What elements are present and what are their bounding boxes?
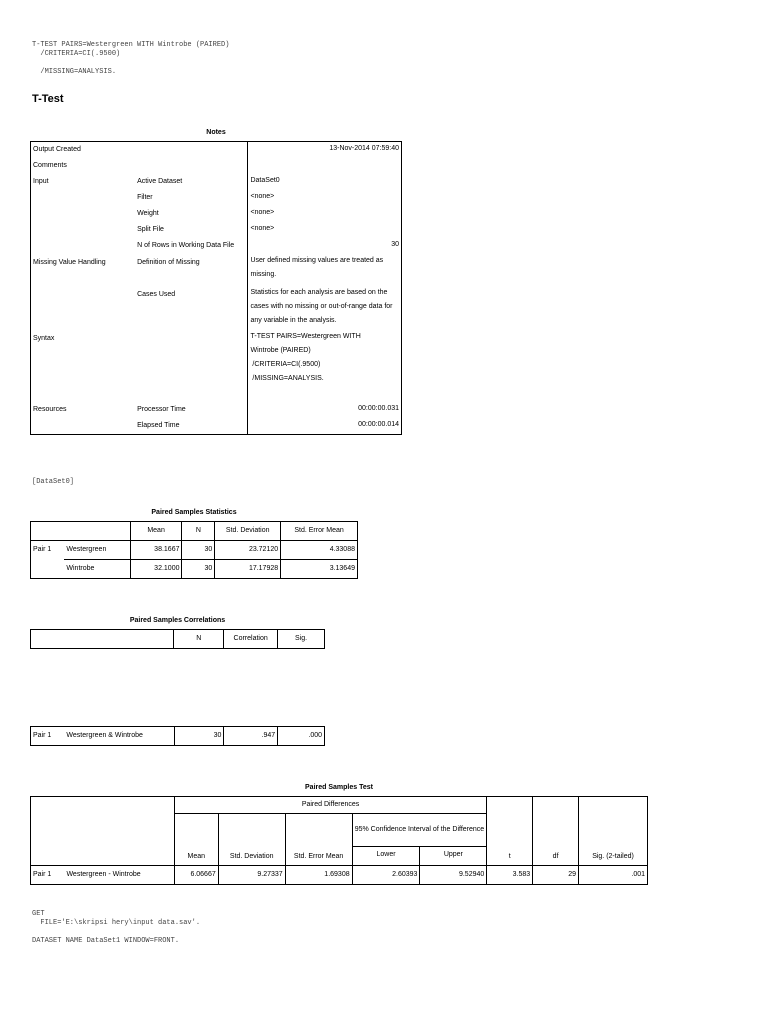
table-row <box>31 402 402 418</box>
table-header-row <box>31 797 648 814</box>
row-label: Output Created <box>33 146 81 153</box>
table-row <box>31 206 402 222</box>
table-header-row <box>31 630 325 649</box>
cell-value: .000 <box>278 727 325 746</box>
notes-caption: Notes <box>206 129 226 136</box>
cell-value: 30 <box>182 541 215 560</box>
table-row <box>31 330 402 402</box>
column-header: Sig. <box>278 630 325 649</box>
cell-value: 9.52940 <box>420 866 487 885</box>
column-header: Mean <box>174 814 218 866</box>
row-label: Missing Value Handling <box>33 259 106 266</box>
cell-value: 29 <box>533 866 579 885</box>
cell-value: User defined missing values are treated as missing. <box>248 254 402 286</box>
column-header: Sig. (2-tailed) <box>579 797 648 866</box>
column-header: N <box>174 630 224 649</box>
row-sublabel: Filter <box>137 194 153 201</box>
table-row <box>31 142 402 159</box>
cell-value: 3.583 <box>487 866 533 885</box>
table-row <box>31 560 358 579</box>
row-sublabel: Active Dataset <box>137 178 183 185</box>
column-header: Std. Error Mean <box>285 814 352 866</box>
table-row <box>31 418 402 435</box>
column-group-header: Paired Differences <box>174 797 486 814</box>
table-row <box>31 174 402 190</box>
syntax-line: /CRITERIA=CI(.9500) <box>250 361 321 368</box>
table-row <box>31 866 648 885</box>
cell-value: 38.1667 <box>130 541 182 560</box>
cell-value <box>248 330 402 402</box>
corr-body-table <box>30 726 325 746</box>
table-row <box>31 158 402 174</box>
cell-value: 6.06667 <box>174 866 218 885</box>
dataset-tag: [DataSet0] <box>32 478 75 486</box>
row-sublabel: Processor Time <box>137 406 186 413</box>
syntax-line: GET <box>32 910 45 918</box>
row-sublabel: Cases Used <box>137 291 176 298</box>
column-header: Std. Deviation <box>218 814 285 866</box>
variable-label: Westergreen - Wintrobe <box>64 866 174 885</box>
row-sublabel: Elapsed Time <box>137 422 180 429</box>
cell-value: 32.1000 <box>130 560 182 579</box>
cell-value: <none> <box>248 190 402 206</box>
column-group-header: 95% Confidence Interval of the Difference <box>352 814 487 847</box>
cell-value: .001 <box>579 866 648 885</box>
cell-value: 23.72120 <box>215 541 281 560</box>
stats-caption: Paired Samples Statistics <box>151 509 237 516</box>
cell-value: 30 <box>182 560 215 579</box>
column-header: Mean <box>130 522 182 541</box>
table-row <box>31 286 402 330</box>
row-sublabel: N of Rows in Working Data File <box>137 242 235 249</box>
column-header: N <box>182 522 215 541</box>
corr-header-table <box>30 629 325 649</box>
stats-table <box>30 521 358 579</box>
cell-value: <none> <box>248 206 402 222</box>
pair-label: Pair 1 <box>31 541 65 560</box>
cell-value: 00:00:00.031 <box>248 402 402 418</box>
ttest-table <box>30 796 648 885</box>
syntax-line: /CRITERIA=CI(.9500) <box>32 50 121 58</box>
cell-value: 9.27337 <box>218 866 285 885</box>
column-header: Std. Deviation <box>215 522 281 541</box>
pair-label: Pair 1 <box>31 866 65 885</box>
table-row <box>31 541 358 560</box>
row-label: Comments <box>33 162 67 169</box>
column-header: df <box>533 797 579 866</box>
cell-value: 4.33088 <box>281 541 358 560</box>
cell-value: 30 <box>174 727 224 746</box>
notes-table <box>30 141 402 435</box>
cell-value: 00:00:00.014 <box>248 418 402 435</box>
cell-value: .947 <box>224 727 278 746</box>
syntax-line: FILE='E:\skripsi hery\input data.sav'. <box>32 919 201 927</box>
pair-label: Pair 1 <box>33 732 52 739</box>
variable-label: Westergreen & Wintrobe <box>66 732 143 739</box>
table-row <box>31 190 402 206</box>
column-header: Std. Error Mean <box>281 522 358 541</box>
row-label: Resources <box>33 406 67 413</box>
ttest-caption: Paired Samples Test <box>305 784 373 791</box>
cell-value: 1.69308 <box>285 866 352 885</box>
table-header-row <box>31 522 358 541</box>
row-label: Input <box>33 178 49 185</box>
syntax-line: /MISSING=ANALYSIS. <box>32 68 117 76</box>
cell-value: 13-Nov-2014 07:59:40 <box>248 142 402 159</box>
column-header: Upper <box>420 847 487 866</box>
page-title: T-Test <box>32 93 64 105</box>
row-sublabel: Split File <box>137 226 164 233</box>
cell-value: DataSet0 <box>248 174 402 190</box>
variable-label: Wintrobe <box>64 560 130 579</box>
syntax-line: T-TEST PAIRS=Westergreen WITH Wintrobe (PAIRED) <box>32 41 230 49</box>
corr-caption: Paired Samples Correlations <box>129 617 226 624</box>
column-header: t <box>487 797 533 866</box>
column-header: Correlation <box>224 630 278 649</box>
cell-value: Statistics for each analysis are based on the cases with no missing or out-of-range data for any variable in the analysis. <box>248 286 402 330</box>
row-sublabel: Weight <box>137 210 159 217</box>
cell-value: 30 <box>248 238 402 254</box>
column-header: Lower <box>352 847 420 866</box>
table-row <box>31 238 402 254</box>
table-row <box>31 254 402 286</box>
variable-label: Westergreen <box>64 541 130 560</box>
syntax-line: DATASET NAME DataSet1 WINDOW=FRONT. <box>32 937 180 945</box>
table-row <box>31 727 325 746</box>
syntax-line: T-TEST PAIRS=Westergreen WITH <box>250 333 361 340</box>
cell-value: <none> <box>248 222 402 238</box>
cell-value: 17.17928 <box>215 560 281 579</box>
cell-value: 3.13649 <box>281 560 358 579</box>
row-label: Syntax <box>33 335 55 342</box>
syntax-line: /MISSING=ANALYSIS. <box>250 375 324 382</box>
cell-value <box>248 158 402 174</box>
cell-value: 2.60393 <box>352 866 420 885</box>
syntax-line: Wintrobe (PAIRED) <box>250 347 311 354</box>
row-sublabel: Definition of Missing <box>137 259 200 266</box>
table-row <box>31 222 402 238</box>
